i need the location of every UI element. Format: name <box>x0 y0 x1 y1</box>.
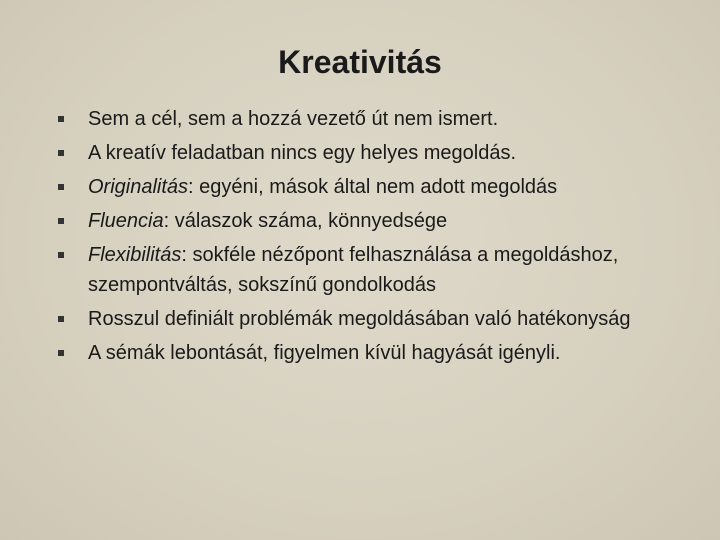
bullet-text: Rosszul definiált problémák megoldásában való hatékonyság <box>88 308 631 330</box>
bullet-text: A kreatív feladatban nincs egy helyes megoldás. <box>88 142 517 164</box>
square-bullet-icon <box>58 116 64 122</box>
bullet-text: Sem a cél, sem a hozzá vezető út nem ismert. <box>88 108 499 130</box>
bullet-item <box>56 338 686 368</box>
bullet-item <box>56 206 686 236</box>
bullet-text: : sokféle nézőpont felhasználása a megoldáshoz, szempontváltás, sokszínű gondolkodás <box>88 244 619 296</box>
slide-title: Kreativitás <box>278 44 442 80</box>
square-bullet-icon <box>58 350 64 356</box>
square-bullet-icon <box>58 252 64 258</box>
bullet-list <box>56 104 686 372</box>
bullet-text: A sémák lebontását, figyelmen kívül hagyását igényli. <box>88 342 561 364</box>
bullet-item <box>56 240 686 300</box>
bullet-item <box>56 172 686 202</box>
bullet-item <box>56 304 686 334</box>
square-bullet-icon <box>58 316 64 322</box>
bullet-item <box>56 104 686 134</box>
bullet-text: : egyéni, mások által nem adott megoldás <box>188 176 558 198</box>
bullet-text: : válaszok száma, könnyedsége <box>163 210 448 232</box>
square-bullet-icon <box>58 150 64 156</box>
bullet-term: Originalitás <box>88 176 189 198</box>
bullet-term: Flexibilitás <box>88 244 182 266</box>
square-bullet-icon <box>58 218 64 224</box>
bullet-item <box>56 138 686 168</box>
bullet-term: Fluencia <box>88 210 164 232</box>
square-bullet-icon <box>58 184 64 190</box>
